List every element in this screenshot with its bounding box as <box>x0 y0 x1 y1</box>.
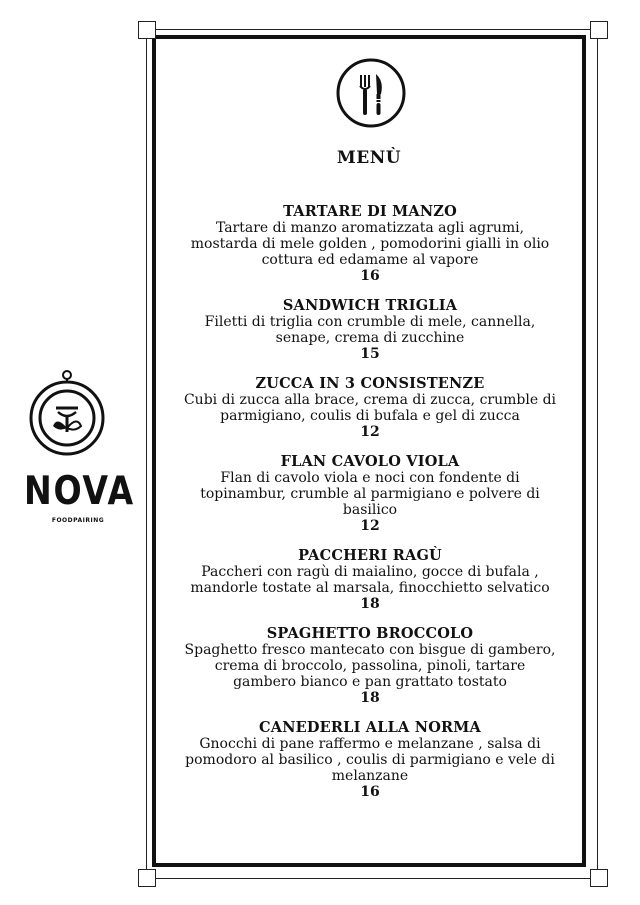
frame-corner-bottom-left <box>138 869 156 887</box>
menu-item-name: TARTARE DI MANZO <box>283 203 457 220</box>
menu-item-price: 18 <box>360 690 380 706</box>
menu-item-name: CANEDERLI ALLA NORMA <box>259 719 481 736</box>
menu-item-price: 18 <box>360 596 380 612</box>
menu-item-price: 12 <box>360 518 380 534</box>
menu-item-name: SANDWICH TRIGLIA <box>282 297 458 314</box>
menu-item-name: PACCHERI RAGÙ <box>298 547 442 564</box>
menu-title: MENÙ <box>336 148 402 168</box>
menu-item-price: 16 <box>360 268 380 284</box>
menu-item-description: Cubi di zucca alla brace, crema di zucca, crumble di parmigiano, coulis di bufala e gel di zucca <box>183 392 557 424</box>
menu-item <box>160 547 580 612</box>
menu-item-description: Gnocchi di pane raffermo e melanzane , salsa di pomodoro al basilico , coulis di parmigiano e vele di melanzane <box>185 736 555 784</box>
menu-item-description: Paccheri con ragù di maialino, gocce di bufala , mandorle tostate al marsala, finocchietto selvatico <box>190 564 550 596</box>
menu-item-name: SPAGHETTO BROCCOLO <box>266 625 474 642</box>
menu-item <box>160 625 580 706</box>
fork-knife-icon <box>335 57 407 129</box>
frame-corner-bottom-right <box>590 869 608 887</box>
menu-item <box>160 719 580 800</box>
menu-item-description: Flan di cavolo viola e noci con fondente di topinambur, crumble al parmigiano e polvere di basilico <box>200 470 540 518</box>
menu-item-price: 15 <box>360 346 380 362</box>
frame-corner-top-right <box>590 21 608 39</box>
menu-item-description: Tartare di manzo aromatizzata agli agrumi, mostarda di mele golden , pomodorini gialli in olio cottura ed edamame al vapore <box>190 220 550 268</box>
menu-item-description: Filetti di triglia con crumble di mele, cannella, senape, crema di zucchine <box>204 314 536 346</box>
menu-item-price: 16 <box>360 784 380 800</box>
frame-corner-top-left <box>138 21 156 39</box>
brand-name: NOVA <box>24 469 135 514</box>
menu-item-description: Spaghetto fresco mantecato con bisgue di gambero, crema di broccolo, passolina, pinoli, tartare gambero bianco e pan grattato tostato <box>184 642 556 690</box>
menu-item-name: ZUCCA IN 3 CONSISTENZE <box>255 375 485 392</box>
nova-emblem-icon <box>26 368 108 458</box>
menu-item-name: FLAN CAVOLO VIOLA <box>280 453 460 470</box>
menu-item <box>160 375 580 440</box>
menu-item-price: 12 <box>360 424 380 440</box>
menu-item <box>160 453 580 534</box>
menu-items-list <box>160 203 580 813</box>
menu-item <box>160 297 580 362</box>
menu-item <box>160 203 580 284</box>
brand-tagline: FOODPAIRING <box>51 517 105 524</box>
